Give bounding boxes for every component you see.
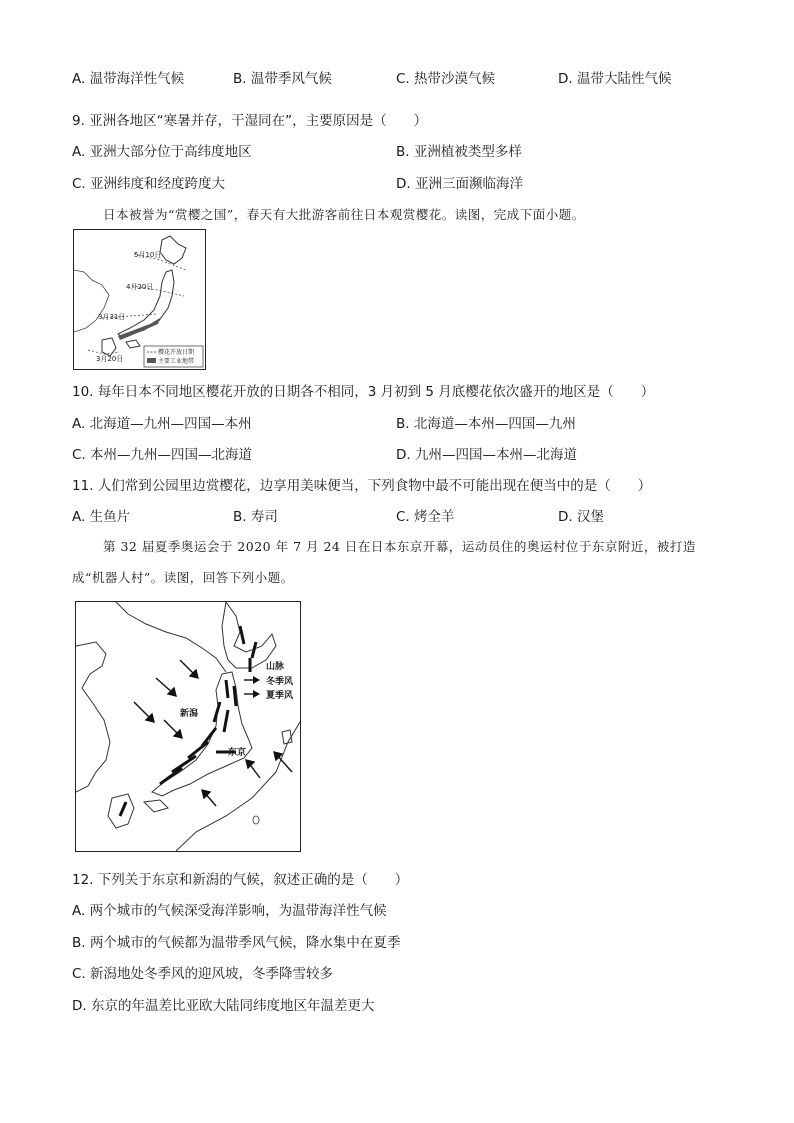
q9-option-d: D. 亚洲三面濒临海洋 [396, 176, 523, 192]
q10-option-d: D. 九州—四国—本州—北海道 [396, 447, 577, 463]
legend-bloom-date: 樱花开放日期 [158, 349, 195, 356]
legend-industrial-zone: 主要工业地带 [158, 358, 195, 365]
intro-cherry-blossom: 日本被誉为“赏樱之国”，春天有大批游客前往日本观赏樱花。读图，完成下面小题。 [103, 207, 585, 222]
date-label-mar31: 3月31日 [98, 313, 126, 321]
legend-winter-monsoon: 冬季风 [266, 677, 294, 687]
q12-option-d: D. 东京的年温差比亚欧大陆同纬度地区年温差更大 [72, 998, 375, 1014]
q11-option-b: B. 寿司 [233, 509, 278, 525]
monsoon-map [75, 601, 301, 852]
q12-option-c: C. 新潟地处冬季风的迎风坡，冬季降雪较多 [72, 966, 334, 982]
q9-option-c: C. 亚洲纬度和经度跨度大 [72, 176, 226, 192]
q8-option-b: B. 温带季风气候 [233, 71, 332, 87]
q11-option-a: A. 生鱼片 [72, 509, 131, 525]
city-niigata: 新潟 [180, 709, 199, 719]
q8-option-a: A. 温带海洋性气候 [72, 71, 185, 87]
q9-stem: 9. 亚洲各地区“寒暑并存，干湿同在”，主要原因是（ ） [72, 113, 428, 129]
q12-stem: 12. 下列关于东京和新潟的气候，叙述正确的是（ ） [72, 872, 409, 888]
date-label-mar20: 3月20日 [96, 355, 124, 363]
date-label-apr20: 4月20日 [126, 283, 154, 291]
date-label-may10: 5月10日 [134, 251, 162, 259]
japan-monsoon-svg [76, 602, 300, 851]
q12-option-a: A. 两个城市的气候深受海洋影响，为温带海洋性气候 [72, 903, 387, 919]
legend-summer-monsoon: 夏季风 [266, 691, 294, 701]
city-tokyo: 东京 [228, 748, 247, 758]
q10-stem: 10. 每年日本不同地区樱花开放的日期各不相同，3 月初到 5 月底樱花依次盛开的地区是（ ） [72, 384, 655, 400]
q8-option-d: D. 温带大陆性气候 [558, 71, 672, 87]
legend-mountain: 山脉 [266, 662, 285, 672]
q11-stem: 11. 人们常到公园里边赏樱花，边享用美味便当，下列食物中最不可能出现在便当中的是（ ） [72, 478, 652, 494]
intro-olympics-line1: 第 32 届夏季奥运会于 2020 年 7 月 24 日在日本东京开幕，运动员住的奥运村位于东京附近，被打造 [103, 539, 696, 554]
q9-option-b: B. 亚洲植被类型多样 [396, 144, 522, 160]
q10-option-b: B. 北海道—本州—四国—九州 [396, 416, 576, 432]
intro-olympics-line2: 成“机器人村”。读图，回答下列小题。 [72, 570, 294, 585]
q11-option-d: D. 汉堡 [558, 509, 604, 525]
cherry-blossom-map [73, 229, 206, 370]
q9-option-a: A. 亚洲大部分位于高纬度地区 [72, 144, 252, 160]
q8-option-c: C. 热带沙漠气候 [396, 71, 496, 87]
q10-option-a: A. 北海道—九州—四国—本州 [72, 416, 252, 432]
q12-option-b: B. 两个城市的气候都为温带季风气候，降水集中在夏季 [72, 935, 401, 951]
q10-option-c: C. 本州—九州—四国—北海道 [72, 447, 253, 463]
q11-option-c: C. 烤全羊 [396, 509, 455, 525]
